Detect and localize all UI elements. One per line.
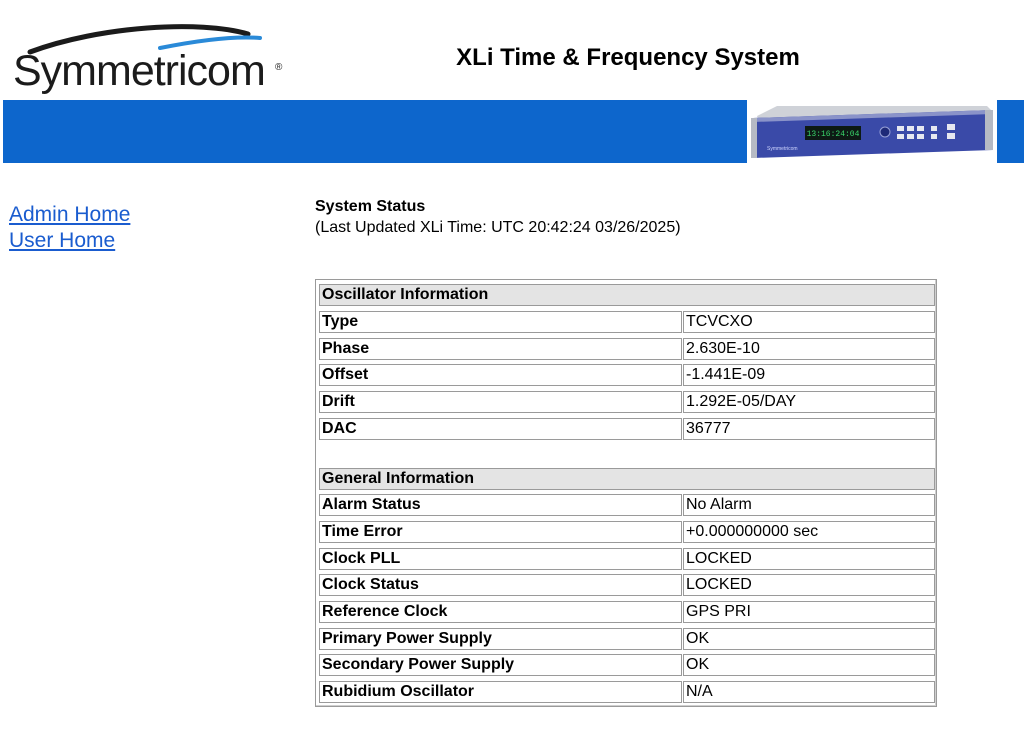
general-information-heading: General Information [319, 468, 935, 490]
user-home-link[interactable]: User Home [9, 229, 116, 252]
oscillator-phase-value: 2.630E-10 [683, 338, 935, 360]
xli-device-icon [747, 100, 997, 163]
reference-clock-label: Reference Clock [319, 601, 682, 623]
header-banner-right [997, 100, 1024, 163]
alarm-status-label: Alarm Status [319, 494, 682, 516]
symmetricom-logo [10, 22, 290, 100]
oscillator-phase-label: Phase [319, 338, 682, 360]
rubidium-oscillator-label: Rubidium Oscillator [319, 681, 682, 703]
reference-clock-value: GPS PRI [683, 601, 935, 623]
clock-status-value: LOCKED [683, 574, 935, 596]
clock-pll-value: LOCKED [683, 548, 935, 570]
oscillator-drift-value: 1.292E-05/DAY [683, 391, 935, 413]
oscillator-information-heading: Oscillator Information [319, 284, 935, 306]
admin-home-link[interactable]: Admin Home [9, 203, 131, 226]
last-updated-text: (Last Updated XLi Time: UTC 20:42:24 03/26/2025) [315, 219, 681, 236]
header-banner [3, 100, 747, 163]
system-status-title: System Status [315, 198, 426, 215]
oscillator-type-label: Type [319, 311, 682, 333]
primary-power-supply-label: Primary Power Supply [319, 628, 682, 650]
oscillator-drift-label: Drift [319, 391, 682, 413]
device-brand-text: Symmetricom [767, 146, 798, 152]
device-image [747, 100, 997, 163]
logo-text: Symmetricom [13, 47, 265, 95]
oscillator-dac-value: 36777 [683, 418, 935, 440]
secondary-power-supply-label: Secondary Power Supply [319, 654, 682, 676]
primary-power-supply-value: OK [683, 628, 935, 650]
left-nav [9, 202, 130, 254]
rubidium-oscillator-value: N/A [683, 681, 935, 703]
device-display-text: 13:16:24:04 [806, 130, 860, 139]
oscillator-offset-value: -1.441E-09 [683, 364, 935, 386]
page-title: XLi Time & Frequency System [456, 44, 800, 71]
alarm-status-value: No Alarm [683, 494, 935, 516]
status-table [315, 279, 937, 707]
logo-registered-mark: ® [275, 62, 283, 73]
time-error-label: Time Error [319, 521, 682, 543]
oscillator-dac-label: DAC [319, 418, 682, 440]
oscillator-type-value: TCVCXO [683, 311, 935, 333]
time-error-value: +0.000000000 sec [683, 521, 935, 543]
secondary-power-supply-value: OK [683, 654, 935, 676]
oscillator-offset-label: Offset [319, 364, 682, 386]
clock-status-label: Clock Status [319, 574, 682, 596]
clock-pll-label: Clock PLL [319, 548, 682, 570]
